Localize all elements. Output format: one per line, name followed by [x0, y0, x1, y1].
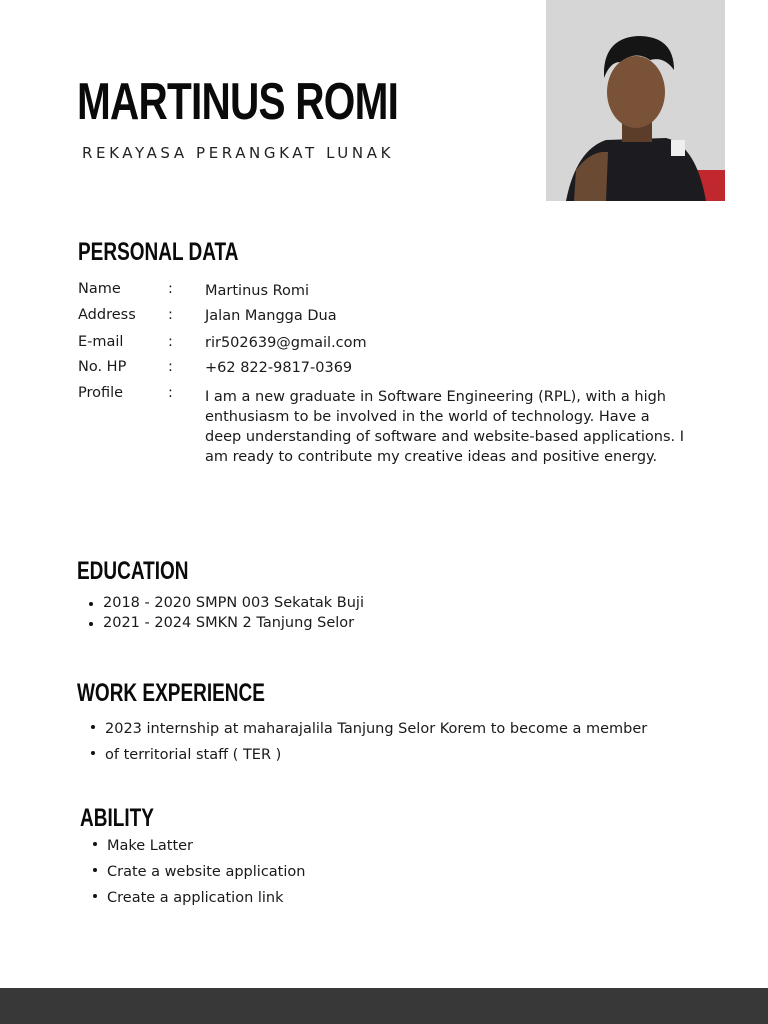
- list-item: Crate a website application: [81, 859, 305, 885]
- label-phone: No. HP: [78, 359, 127, 375]
- list-item: 2023 internship at maharajalila Tanjung Selor Korem to become a member: [79, 716, 647, 742]
- resume-name: MARTINUS ROMI: [77, 73, 399, 131]
- separator: :: [168, 334, 173, 350]
- education-list: [77, 593, 364, 633]
- label-name: Name: [78, 281, 121, 297]
- value-profile: I am a new graduate in Software Engineering (RPL), with a high enthusiasm to be involved in the world of technology. Have a deep understanding of software and website-based applications. I am ready to contribute my creative ideas and positive energy.: [205, 389, 685, 465]
- value-phone: +62 822-9817-0369: [205, 360, 353, 376]
- list-item: Create a application link: [81, 885, 305, 911]
- ability-heading: ABILITY: [80, 804, 154, 832]
- profile-photo: [546, 0, 725, 201]
- separator: :: [168, 307, 173, 323]
- separator: :: [168, 281, 173, 297]
- work-experience-list: [79, 716, 647, 768]
- value-email: rir502639@gmail.com: [205, 335, 367, 351]
- list-item: Make Latter: [81, 833, 305, 859]
- footer-bar: [0, 988, 768, 1024]
- separator: :: [168, 359, 173, 375]
- ability-list: [81, 833, 305, 911]
- education-heading: EDUCATION: [77, 557, 189, 585]
- value-address: Jalan Mangga Dua: [205, 308, 337, 324]
- resume-subtitle: REKAYASA PERANGKAT LUNAK: [82, 144, 395, 162]
- personal-data-heading: PERSONAL DATA: [78, 238, 239, 266]
- list-item: 2021 - 2024 SMKN 2 Tanjung Selor: [77, 613, 364, 633]
- work-experience-heading: WORK EXPERIENCE: [77, 679, 265, 707]
- label-address: Address: [78, 307, 136, 323]
- list-item: 2018 - 2020 SMPN 003 Sekatak Buji: [77, 593, 364, 613]
- label-email: E-mail: [78, 334, 124, 350]
- value-name: Martinus Romi: [205, 283, 310, 299]
- list-item: of territorial staff ( TER ): [79, 742, 647, 768]
- label-profile: Profile: [78, 385, 124, 401]
- separator: :: [168, 385, 173, 401]
